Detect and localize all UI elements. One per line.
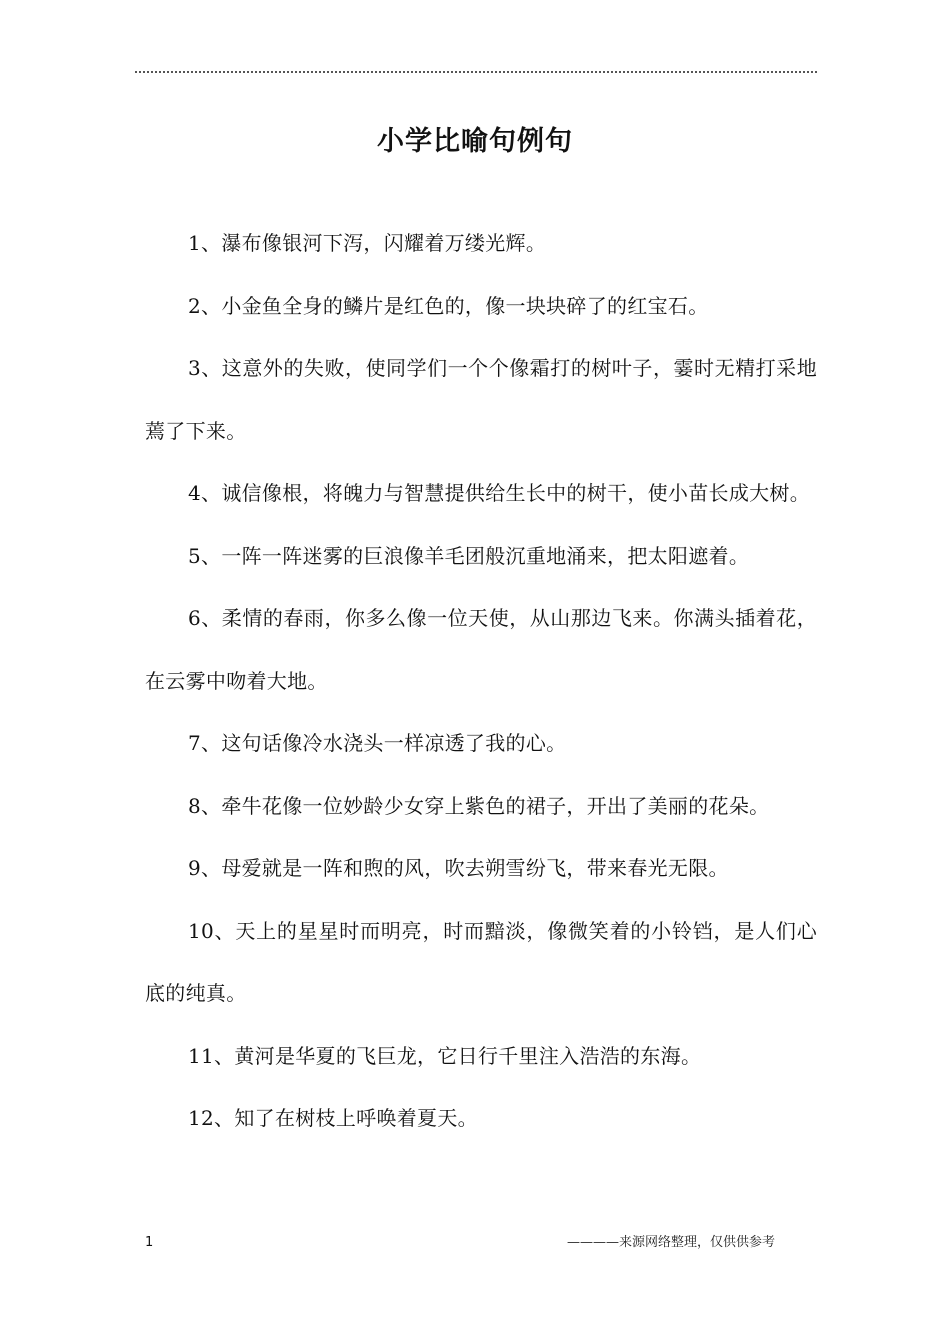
document-body: [145, 212, 817, 1150]
paragraph-8: 8、牵牛花像一位妙龄少女穿上紫色的裙子，开出了美丽的花朵。: [188, 793, 770, 818]
paragraph-1: 1、瀑布像银河下泻，闪耀着万缕光辉。: [188, 231, 547, 255]
paragraph-3: 3、这意外的失败，使同学们一个个像霜打的树叶子，霎时无精打采地蔫了下来。: [145, 356, 817, 443]
paragraph-9: 9、母爱就是一阵和煦的风，吹去朔雪纷飞，带来春光无限。: [188, 856, 729, 880]
paragraph-6: 6、柔情的春雨，你多么像一位天使，从山那边飞来。你满头插着花，在云雾中吻着大地。: [145, 606, 817, 693]
paragraph-11: 11、黄河是华夏的飞巨龙，它日行千里注入浩浩的东海。: [188, 1043, 702, 1068]
paragraph-5: 5、一阵一阵迷雾的巨浪像羊毛团般沉重地涌来，把太阳遮着。: [188, 543, 750, 568]
footer-source-note: ————来源网络整理，仅供供参考: [566, 1235, 775, 1250]
page-number: 1: [145, 1235, 154, 1250]
document-title: 小学比喻句例句: [377, 126, 573, 157]
paragraph-10: 10、天上的星星时而明亮，时而黯淡，像微笑着的小铃铛，是人们心底的纯真。: [145, 918, 817, 1005]
paragraph-12: 12、知了在树枝上呼唤着夏天。: [188, 1106, 478, 1130]
paragraph-7: 7、这句话像冷水浇头一样凉透了我的心。: [188, 731, 567, 755]
paragraph-4: 4、诚信像根，将魄力与智慧提供给生长中的树干，使小苗长成大树。: [188, 481, 811, 505]
paragraph-2: 2、小金鱼全身的鳞片是红色的，像一块块碎了的红宝石。: [188, 293, 709, 318]
header-dotted-rule: [135, 71, 817, 73]
